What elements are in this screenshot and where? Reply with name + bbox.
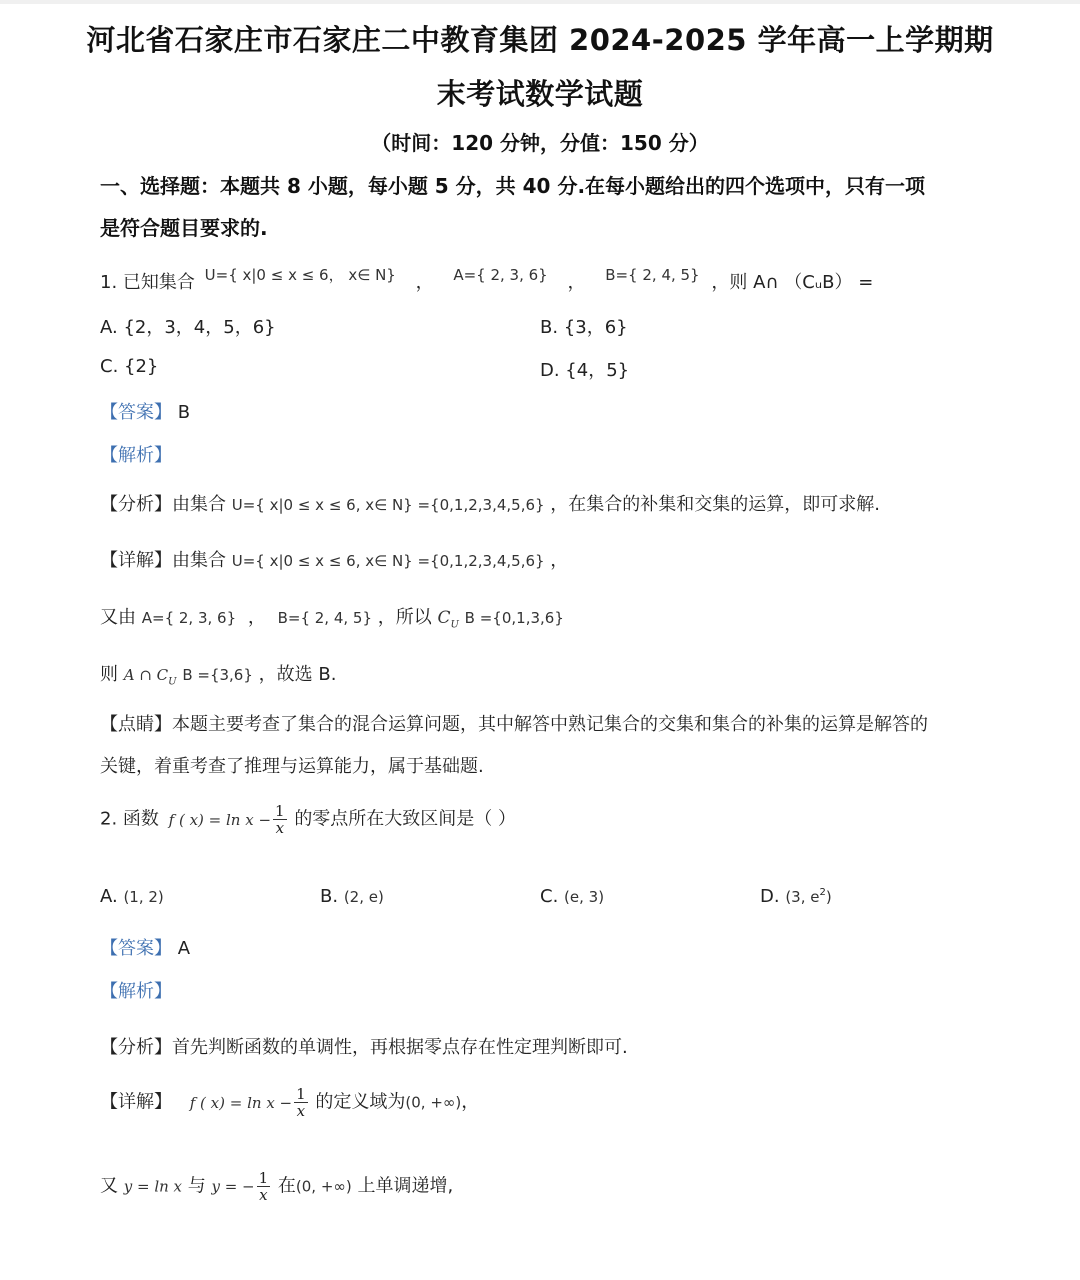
q2-last-in: 在 — [277, 1175, 296, 1197]
q1-xiangjie-pre: 由集合 — [172, 550, 226, 571]
q2-xj-func: f ( x) = ln x − — [189, 1093, 293, 1112]
q1-option-b: B. {3，6} — [540, 317, 628, 338]
q2-xj-num: 1 — [296, 1085, 306, 1103]
q2-last-post: 上单调递增, — [357, 1175, 454, 1197]
q1-sep2: ， — [567, 272, 586, 293]
q1-set-a: A={ 2, 3, 6} — [453, 266, 548, 284]
exam-meta: （时间：120 分钟，分值：150 分） — [371, 131, 709, 155]
q1-fenxi-post: ，在集合的补集和交集的运算，即可求解. — [550, 494, 881, 515]
q2-opt-d-sup: 2 — [819, 887, 826, 898]
q1-stem-prefix: 1. 已知集合 — [100, 272, 195, 293]
q2-frac-num: 1 — [275, 802, 285, 820]
q1-detail-line4 — [100, 660, 336, 688]
q1-line3-a: A={ 2, 3, 6} — [141, 609, 237, 627]
q1-line3-pre: 又由 — [100, 607, 136, 628]
q1-answer — [100, 398, 190, 424]
q2-xiangjie-tag: 【详解】 — [100, 1091, 172, 1113]
section-heading-line1: 一、选择题：本题共 8 小题，每小题 5 分，共 40 分.在每小题给出的四个选项中，只有一项 — [100, 174, 926, 198]
q2-option-a — [100, 886, 164, 907]
q1-line3-res: B ={0,1,3,6} — [464, 609, 564, 627]
q1-fenxi-pre: 由集合 — [172, 494, 226, 515]
q1-answer-value: B — [177, 402, 191, 423]
q2-detail-last — [100, 1170, 453, 1203]
q2-xj-den: x — [296, 1102, 306, 1120]
q2-opt-b-label: B. — [320, 886, 339, 907]
q1-option-d: D. {4，5} — [540, 360, 630, 381]
q2-opt-a-label: A. — [100, 886, 118, 907]
q1-answer-tag: 【答案】 — [100, 402, 172, 423]
q1-xiangjie-math: U={ x|0 ≤ x ≤ 6, x∈ N} ={0,1,2,3,4,5,6} — [231, 552, 545, 570]
q1-option-a: A. {2，3，4，5，6} — [100, 317, 276, 338]
q1-xiangjie — [100, 546, 568, 572]
q2-option-d — [760, 886, 832, 907]
q2-last-num: 1 — [258, 1169, 269, 1187]
doc-title-line2: 末考试数学试题 — [436, 77, 644, 111]
q1-fenxi-math: U={ x|0 ≤ x ≤ 6, x∈ N} ={0,1,2,3,4,5,6} — [231, 496, 545, 514]
q1-line4-sub: U — [168, 676, 177, 688]
q1-xiangjie-tag: 【详解】 — [100, 550, 172, 571]
q2-fraction — [273, 803, 287, 836]
q2-fenxi: 【分析】首先判断函数的单调性，再根据零点存在性定理判断即可. — [100, 1037, 628, 1058]
q2-opt-c-label: C. — [540, 886, 559, 907]
q1-set-u: U={ x|0 ≤ x ≤ 6， x∈ N} — [204, 266, 396, 284]
q1-line4-math: A ∩ C — [123, 666, 169, 684]
q1-stem — [100, 268, 873, 294]
q2-last-y2: y = − — [211, 1177, 255, 1196]
q2-xj-post1: 的定义域为 — [315, 1091, 406, 1113]
q1-detail-line3 — [100, 603, 564, 631]
q2-analysis-tag: 【解析】 — [100, 981, 172, 1002]
q2-stem-suffix: 的零点所在大致区间是（ ） — [294, 808, 517, 830]
q1-fenxi-tag: 【分析】 — [100, 494, 172, 515]
q1-dianjing-line1: 【点睛】本题主要考查了集合的混合运算问题，其中解答中熟记集合的交集和集合的补集的运算是解答的 — [100, 714, 928, 735]
q1-line3-b: B={ 2, 4, 5} — [277, 609, 373, 627]
q2-answer-tag: 【答案】 — [100, 938, 172, 959]
q1-option-c: C. {2} — [100, 356, 159, 377]
section-heading-line2: 是符合题目要求的. — [100, 216, 268, 240]
q2-frac-den: x — [275, 819, 285, 837]
q2-answer-value: A — [177, 938, 191, 959]
q1-line4-res: B ={3,6} — [182, 666, 253, 684]
q1-analysis-tag: 【解析】 — [100, 445, 172, 466]
q2-opt-d-val: (3, e — [785, 888, 820, 906]
q2-opt-d-close: ) — [825, 888, 832, 906]
q1-xiangjie-post: ， — [550, 550, 569, 571]
q2-last-domain: (0, +∞) — [295, 1177, 352, 1196]
q2-xj-domain: (0, +∞) — [405, 1093, 462, 1112]
q2-opt-d-label: D. — [760, 886, 780, 907]
q2-xj-post2: ， — [461, 1091, 480, 1113]
q2-last-y1: y = ln x — [123, 1177, 182, 1196]
q1-line3-sub: U — [450, 619, 459, 631]
q2-func-left: f ( x) = ln x − — [168, 810, 272, 829]
q1-line3-comp: C — [437, 608, 451, 628]
q2-opt-c-val: (e, 3) — [564, 888, 605, 906]
q1-stem-suffix: ，则 A∩ （CᵤB） = — [711, 272, 874, 293]
q2-answer — [100, 934, 190, 960]
q2-last-fraction — [257, 1170, 271, 1203]
q2-last-mid: 与 — [187, 1175, 206, 1197]
q1-line3-mid: ，所以 — [377, 607, 432, 628]
q2-xiangjie — [100, 1086, 479, 1119]
q2-stem-prefix: 2. 函数 — [100, 808, 159, 830]
top-edge — [0, 0, 1080, 4]
q1-line4-post: ，故选 B. — [258, 664, 337, 685]
q1-fenxi — [100, 490, 880, 516]
q2-last-den: x — [259, 1186, 268, 1204]
q2-option-c — [540, 886, 604, 907]
q2-option-b — [320, 886, 384, 907]
doc-title-line1: 河北省石家庄市石家庄二中教育集团 2024-2025 学年高一上学期期 — [86, 23, 994, 57]
q1-dianjing-line2: 关键，着重考查了推理与运算能力，属于基础题. — [100, 756, 484, 777]
q1-line4-pre: 则 — [100, 664, 118, 685]
q1-set-b: B={ 2, 4, 5} — [605, 266, 700, 284]
q1-line3-sep: ， — [247, 607, 266, 628]
q2-stem — [100, 803, 516, 836]
q1-sep1: ， — [415, 272, 434, 293]
q2-opt-b-val: (2, e) — [343, 888, 384, 906]
q2-opt-a-val: (1, 2) — [123, 888, 164, 906]
q2-last-pre: 又 — [100, 1175, 118, 1197]
q2-xj-fraction — [294, 1086, 308, 1119]
